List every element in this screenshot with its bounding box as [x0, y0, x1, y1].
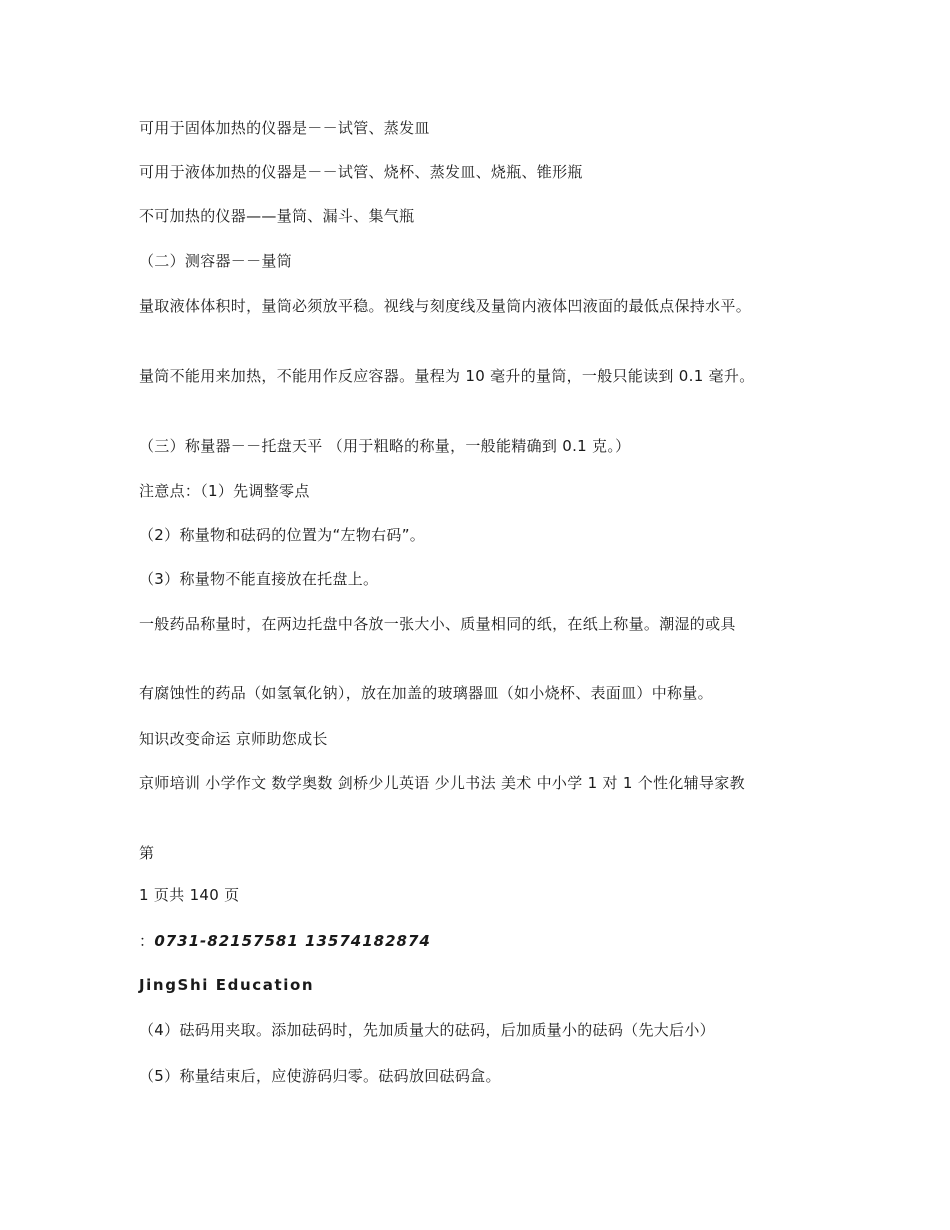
- phone-prefix: ：: [139, 932, 155, 950]
- text-line-note-1: 注意点：（1）先调整零点: [139, 482, 310, 500]
- page-number: 1 页共 140 页: [139, 886, 240, 904]
- text-line-note-3: （3）称量物不能直接放在托盘上。: [139, 570, 379, 588]
- text-line-corrosive: 有腐蚀性的药品（如氢氧化钠），放在加盖的玻璃器皿（如小烧杯、表面皿）中称量。: [139, 684, 713, 702]
- section-heading-measuring-container: （二）测容器－－量筒: [139, 252, 293, 270]
- contact-phone-line: [139, 928, 811, 954]
- text-line-liquid-heating: 可用于液体加热的仪器是－－试管、烧杯、蒸发皿、烧瓶、锥形瓶: [139, 163, 583, 181]
- text-paragraph-weighing-paper: 一般药品称量时，在两边托盘中各放一张大小、质量相同的纸，在纸上称量。潮湿的或具: [139, 615, 736, 633]
- section-heading-balance: （三）称量器－－托盘天平 （用于粗略的称量，一般能精确到 0.1 克。）: [139, 437, 631, 455]
- text-paragraph-measuring-volume: 量取液体体积时，量筒必须放平稳。视线与刻度线及量筒内液体凹液面的最低点保持水平。: [139, 297, 752, 315]
- text-line-note-5: （5）称量结束后，应使游码归零。砝码放回砝码盒。: [139, 1067, 501, 1085]
- text-line-note-4: （4）砝码用夹取。添加砝码时，先加质量大的砝码，后加质量小的砝码（先大后小）: [139, 1021, 715, 1039]
- phone-number: 0731-82157581 13574182874: [154, 932, 431, 950]
- brand-name: JingShi Education: [139, 976, 315, 994]
- text-line-solid-heating: 可用于固体加热的仪器是－－试管、蒸发皿: [139, 119, 430, 137]
- footer-courses: 京师培训 小学作文 数学奥数 剑桥少儿英语 少儿书法 美术 中小学 1 对 1 个性化辅导家教: [139, 774, 745, 792]
- text-line-note-2: （2）称量物和砝码的位置为“左物右码”。: [139, 526, 426, 544]
- page-label-prefix: 第: [139, 844, 155, 862]
- text-line-non-heatable: 不可加热的仪器——量筒、漏斗、集气瓶: [139, 207, 415, 225]
- text-paragraph-cylinder-rules: 量筒不能用来加热，不能用作反应容器。量程为 10 毫升的量筒，一般只能读到 0.1 毫升。: [139, 367, 755, 385]
- footer-slogan: 知识改变命运 京师助您成长: [139, 730, 328, 748]
